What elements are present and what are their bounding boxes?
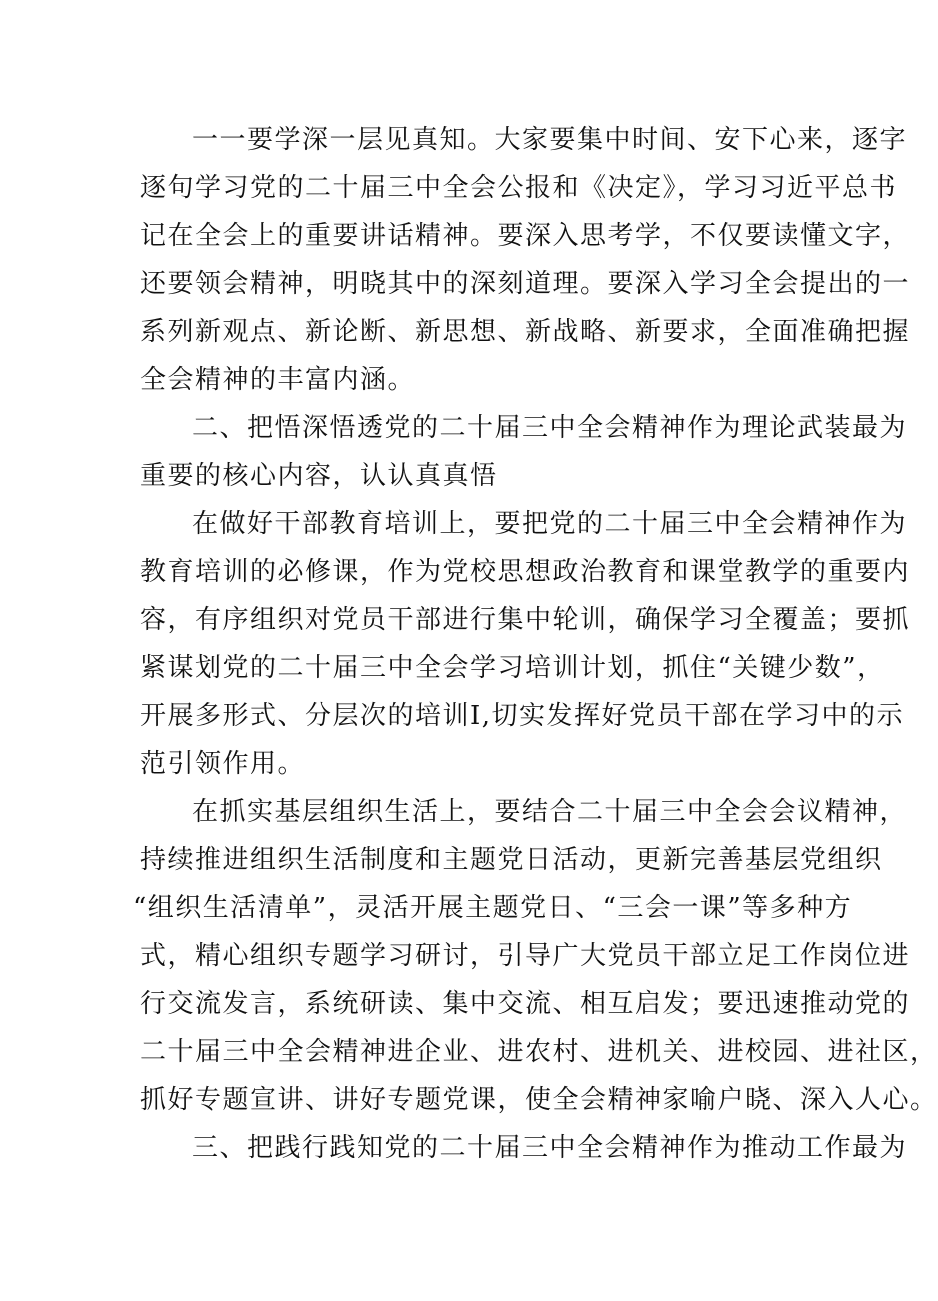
paragraph-1-line-5: 系列新观点、新论断、新思想、新战略、新要求，全面准确把握: [140, 317, 911, 347]
paragraph-3-line-5: 行交流发言，系统研读、集中交流、相互启发；要迅速推动党的: [140, 989, 911, 1019]
paragraph-1-line-1: 一一要学深一层见真知。大家要集中时间、安下心来，逐字: [192, 125, 908, 155]
paragraph-2-line-1: 在做好干部教育培训上，要把党的二十届三中全会精神作为: [192, 509, 908, 539]
paragraph-2-line-5: 开展多形式、分层次的培训I,切实发挥好党员干部在学习中的示: [140, 701, 905, 731]
heading-3-line-1: 三、把践行践知党的二十届三中全会精神作为推动工作最为: [192, 1133, 908, 1163]
paragraph-1-line-2: 逐句学习党的二十届三中全会公报和《决定》，学习习近平总书: [140, 173, 898, 203]
paragraph-3-line-3: “组织生活清单”，灵活开展主题党日、“三会一课”等多种方: [133, 893, 853, 923]
paragraph-2-line-4: 紧谋划党的二十届三中全会学习培训计划，抓住“关键少数”，: [140, 653, 885, 683]
heading-2-line-1: 二、把悟深悟透党的二十届三中全会精神作为理论武装最为: [192, 413, 908, 443]
paragraph-2-line-2: 教育培训的必修课，作为党校思想政治教育和课堂教学的重要内: [140, 557, 911, 587]
paragraph-1-line-4: 还要领会精神，明晓其中的深刻道理。要深入学习全会提出的一: [140, 269, 911, 299]
paragraph-1-line-3: 记在全会上的重要讲话精神。要深入思考学，不仅要读懂文字，: [140, 221, 911, 251]
paragraph-1-line-6: 全会精神的丰富内涵。: [140, 365, 416, 395]
paragraph-2-line-3: 容，有序组织对党员干部进行集中轮训，确保学习全覆盖；要抓: [140, 605, 911, 635]
paragraph-3-line-1: 在抓实基层组织生活上，要结合二十届三中全会会议精神，: [192, 797, 908, 827]
heading-2-line-2: 重要的核心内容，认认真真悟: [140, 461, 498, 491]
paragraph-3-line-2: 持续推进组织生活制度和主题党日活动，更新完善基层党组织: [140, 845, 883, 875]
paragraph-2-line-6: 范引领作用。: [140, 749, 306, 779]
paragraph-3-line-6: 二十届三中全会精神进企业、进农村、进机关、进校园、进社区，: [140, 1037, 938, 1067]
paragraph-3-line-7: 抓好专题宣讲、讲好专题党课，使全会精神家喻户晓、深入人心。: [140, 1085, 938, 1115]
paragraph-3-line-4: 式，精心组织专题学习研讨，引导广大党员干部立足工作岗位进: [140, 941, 911, 971]
